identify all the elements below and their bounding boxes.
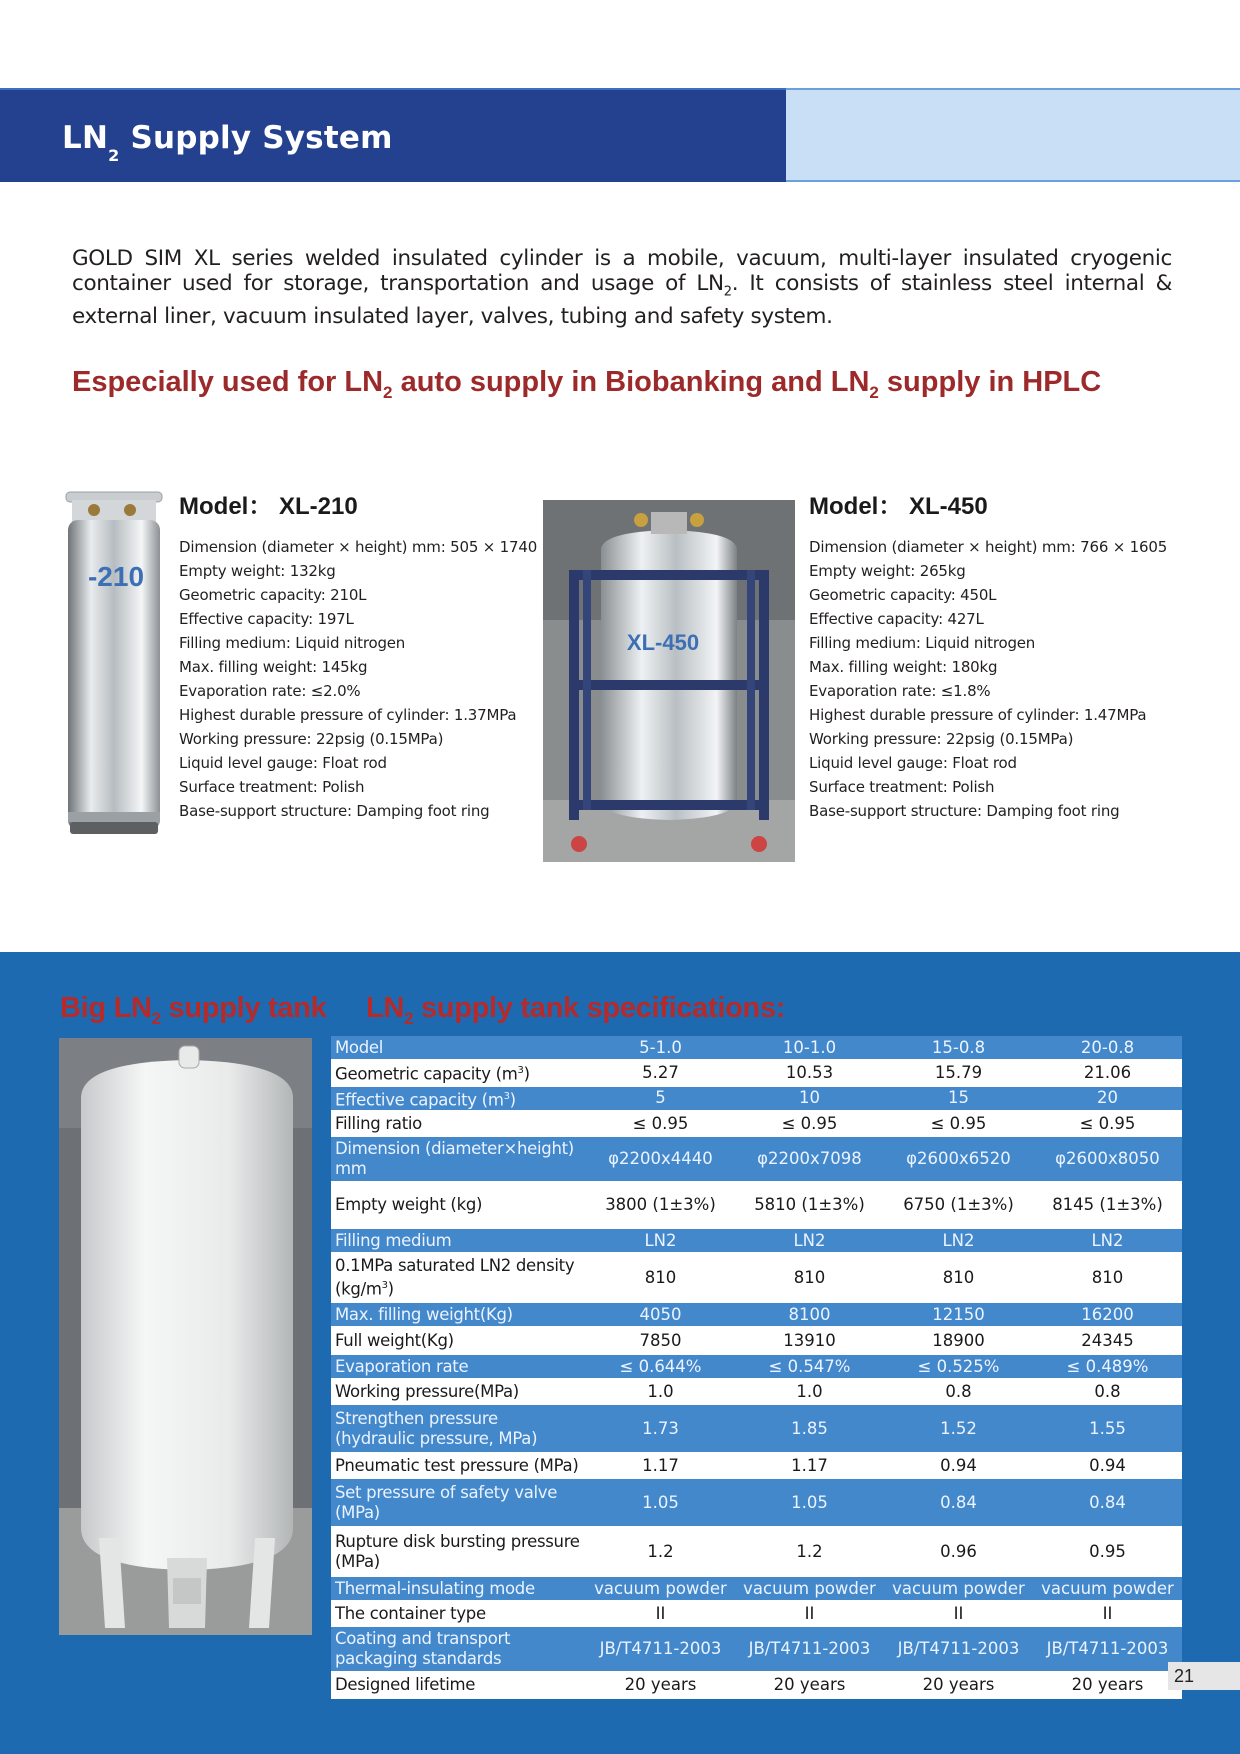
table-cell: ≤ 0.644%	[586, 1354, 735, 1379]
table-cell: ≤ 0.525%	[884, 1354, 1033, 1379]
table-cell: 5.27	[586, 1060, 735, 1086]
table-row	[331, 1576, 1182, 1601]
row-label: Model	[331, 1036, 586, 1060]
table-cell: 20	[1033, 1086, 1182, 1112]
table-cell: 3800 (1±3%)	[586, 1182, 735, 1228]
table-cell: 10	[735, 1086, 884, 1112]
list-item: Liquid level gauge: Float rod	[179, 754, 387, 772]
table-cell: JB/T4711-2003	[735, 1626, 884, 1672]
model-title: Model： XL-210	[179, 493, 358, 520]
list-item: Base-support structure: Damping foot ring	[809, 802, 1120, 820]
table-cell: 1.05	[735, 1478, 884, 1527]
spec-list	[809, 535, 1167, 823]
model-xl-210	[179, 486, 537, 823]
header-band	[0, 88, 1240, 182]
row-label: Rupture disk bursting pressure (MPa)	[331, 1527, 586, 1576]
table-cell: 1.0	[586, 1379, 735, 1404]
xl-210-tank-label: -210	[87, 561, 145, 592]
table-row	[331, 1327, 1182, 1354]
table-cell: 1.2	[735, 1527, 884, 1576]
row-label: Effective capacity $(m^3)$	[331, 1086, 586, 1112]
table-cell: 1.52	[884, 1404, 1033, 1453]
row-label: Working pressure(MPa)	[331, 1379, 586, 1404]
table-cell: 20-0.8	[1033, 1036, 1182, 1060]
specifications-heading: $LN_2$ supply tank specifications:	[366, 992, 786, 1028]
row-label: Empty weight (kg)	[331, 1182, 586, 1228]
table-cell: 810	[586, 1253, 735, 1302]
table-cell: 5-1.0	[586, 1036, 735, 1060]
row-label: The container type	[331, 1601, 586, 1626]
table-cell: LN2	[884, 1228, 1033, 1253]
table-cell: 0.8	[1033, 1379, 1182, 1404]
table-cell: φ2200x7098	[735, 1136, 884, 1182]
table-row	[331, 1036, 1182, 1060]
table-row	[331, 1601, 1182, 1626]
table-row	[331, 1060, 1182, 1086]
list-item: Effective capacity: 427L	[809, 610, 984, 628]
table-row	[331, 1302, 1182, 1327]
big-tank-photo	[59, 1038, 312, 1635]
table-cell: II	[586, 1601, 735, 1626]
table-row	[331, 1228, 1182, 1253]
table-cell: vacuum powder	[1033, 1576, 1182, 1601]
list-item: Evaporation rate: ≤2.0%	[179, 682, 361, 700]
table-cell: 1.85	[735, 1404, 884, 1453]
table-cell: vacuum powder	[586, 1576, 735, 1601]
list-item: Max. filling weight: 180kg	[809, 658, 998, 676]
table-row	[331, 1453, 1182, 1478]
table-cell: 1.0	[735, 1379, 884, 1404]
xl-450-photo	[543, 500, 795, 862]
table-cell: 15	[884, 1086, 1033, 1112]
table-cell: 0.96	[884, 1527, 1033, 1576]
list-item: Empty weight: 265kg	[809, 562, 966, 580]
table-cell: 6750 (1±3%)	[884, 1182, 1033, 1228]
table-cell: φ2600x6520	[884, 1136, 1033, 1182]
page-title: $LN_2$ Supply System	[62, 120, 393, 166]
row-label: Filling medium	[331, 1228, 586, 1253]
table-row	[331, 1478, 1182, 1527]
table-cell: 16200	[1033, 1302, 1182, 1327]
row-label: Pneumatic test pressure (MPa)	[331, 1453, 586, 1478]
table-cell: φ2200x4440	[586, 1136, 735, 1182]
model-xl-450	[809, 486, 1167, 823]
table-cell: ≤ 0.95	[884, 1111, 1033, 1136]
page-number: 21	[1168, 1662, 1240, 1690]
table-cell: 5	[586, 1086, 735, 1112]
table-cell: 0.84	[884, 1478, 1033, 1527]
table-cell: 810	[884, 1253, 1033, 1302]
table-cell: 15.79	[884, 1060, 1033, 1086]
table-cell: 15-0.8	[884, 1036, 1033, 1060]
table-cell: 8100	[735, 1302, 884, 1327]
row-label: Thermal-insulating mode	[331, 1576, 586, 1601]
table-cell: ≤ 0.95	[735, 1111, 884, 1136]
row-label: 0.1MPa saturated LN2 density $(kg/m^3)$	[331, 1253, 586, 1302]
table-cell: 1.17	[735, 1453, 884, 1478]
table-cell: II	[1033, 1601, 1182, 1626]
list-item: Highest durable pressure of cylinder: 1.47MPa	[809, 706, 1147, 724]
table-cell: 8145 (1±3%)	[1033, 1182, 1182, 1228]
table-cell: JB/T4711-2003	[586, 1626, 735, 1672]
list-item: Effective capacity: 197L	[179, 610, 354, 628]
table-row	[331, 1111, 1182, 1136]
big-tank-heading: Big $LN_2$ supply tank	[60, 992, 327, 1028]
list-item: Empty weight: 132kg	[179, 562, 336, 580]
list-item: Geometric capacity: 450L	[809, 586, 997, 604]
table-row	[331, 1672, 1182, 1698]
list-item: Surface treatment: Polish	[179, 778, 365, 796]
table-cell: LN2	[1033, 1228, 1182, 1253]
xl-210-photo	[58, 490, 166, 838]
table-cell: ≤ 0.95	[586, 1111, 735, 1136]
table-row	[331, 1136, 1182, 1182]
table-cell: 18900	[884, 1327, 1033, 1354]
list-item: Working pressure: 22psig (0.15MPa)	[179, 730, 444, 748]
table-cell: JB/T4711-2003	[1033, 1626, 1182, 1672]
highlight-heading: Especially used for $LN_2$ auto supply in Biobanking and $LN_2$ supply in HPLC	[72, 366, 1102, 402]
table-cell: 10-1.0	[735, 1036, 884, 1060]
table-cell: ≤ 0.95	[1033, 1111, 1182, 1136]
table-cell: 1.17	[586, 1453, 735, 1478]
table-cell: 0.94	[884, 1453, 1033, 1478]
table-cell: 0.95	[1033, 1527, 1182, 1576]
list-item: Dimension (diameter × height) mm: 766 × 1605	[809, 538, 1168, 556]
list-item: Working pressure: 22psig (0.15MPa)	[809, 730, 1074, 748]
table-cell: 21.06	[1033, 1060, 1182, 1086]
table-cell: 20 years	[586, 1672, 735, 1698]
row-label: Max. filling weight(Kg)	[331, 1302, 586, 1327]
table-row	[331, 1379, 1182, 1404]
table-cell: 810	[1033, 1253, 1182, 1302]
list-item: Surface treatment: Polish	[809, 778, 995, 796]
table-cell: 24345	[1033, 1327, 1182, 1354]
table-cell: 810	[735, 1253, 884, 1302]
intro-paragraph: GOLD SIM XL series welded insulated cylinder is a mobile, vacuum, multi-layer insulated cryogenic container used for storage, transportation and usage of $LN_2$. It consists of stainless steel internal & external liner, vacuum insulated layer, valves, tubing and safety system.	[72, 246, 1172, 330]
spec-list	[179, 535, 537, 823]
list-item: Base-support structure: Damping foot ring	[179, 802, 490, 820]
table-cell: 5810 (1±3%)	[735, 1182, 884, 1228]
table-cell: vacuum powder	[884, 1576, 1033, 1601]
header-light-panel	[786, 88, 1240, 182]
spec-table	[331, 1036, 1182, 1699]
table-row	[331, 1354, 1182, 1379]
table-row	[331, 1253, 1182, 1302]
table-cell: ≤ 0.547%	[735, 1354, 884, 1379]
header-dark-panel	[0, 88, 786, 182]
table-cell: vacuum powder	[735, 1576, 884, 1601]
table-cell: 20 years	[884, 1672, 1033, 1698]
table-cell: 13910	[735, 1327, 884, 1354]
model-title: Model： XL-450	[809, 493, 988, 520]
table-cell: 0.94	[1033, 1453, 1182, 1478]
row-label: Evaporation rate	[331, 1354, 586, 1379]
table-cell: 20 years	[1033, 1672, 1182, 1698]
row-label: Strengthen pressure (hydraulic pressure, MPa)	[331, 1404, 586, 1453]
table-cell: φ2600x8050	[1033, 1136, 1182, 1182]
table-cell: LN2	[735, 1228, 884, 1253]
table-row	[331, 1527, 1182, 1576]
row-label: Designed lifetime	[331, 1672, 586, 1698]
xl-450-tank-label: XL-450	[626, 630, 700, 655]
table-cell: ≤ 0.489%	[1033, 1354, 1182, 1379]
table-cell: 0.8	[884, 1379, 1033, 1404]
row-label: Full weight(Kg)	[331, 1327, 586, 1354]
table-cell: 12150	[884, 1302, 1033, 1327]
table-row	[331, 1182, 1182, 1228]
table-cell: JB/T4711-2003	[884, 1626, 1033, 1672]
row-label: Dimension (diameter×height) mm	[331, 1136, 586, 1182]
list-item: Dimension (diameter × height) mm: 505 × 1740	[179, 538, 538, 556]
table-cell: 4050	[586, 1302, 735, 1327]
table-cell: 1.2	[586, 1527, 735, 1576]
table-row	[331, 1404, 1182, 1453]
table-cell: II	[884, 1601, 1033, 1626]
list-item: Filling medium: Liquid nitrogen	[179, 634, 406, 652]
table-cell: II	[735, 1601, 884, 1626]
row-label: Filling ratio	[331, 1111, 586, 1136]
list-item: Highest durable pressure of cylinder: 1.37MPa	[179, 706, 517, 724]
row-label: Set pressure of safety valve (MPa)	[331, 1478, 586, 1527]
row-label: Coating and transport packaging standards	[331, 1626, 586, 1672]
table-row	[331, 1626, 1182, 1672]
table-cell: 1.55	[1033, 1404, 1182, 1453]
table-cell: 7850	[586, 1327, 735, 1354]
list-item: Evaporation rate: ≤1.8%	[809, 682, 991, 700]
list-item: Liquid level gauge: Float rod	[809, 754, 1017, 772]
list-item: Geometric capacity: 210L	[179, 586, 367, 604]
table-cell: 0.84	[1033, 1478, 1182, 1527]
table-cell: 20 years	[735, 1672, 884, 1698]
row-label: Geometric capacity $(m^3)$	[331, 1060, 586, 1086]
list-item: Max. filling weight: 145kg	[179, 658, 368, 676]
table-cell: 10.53	[735, 1060, 884, 1086]
table-cell: LN2	[586, 1228, 735, 1253]
list-item: Filling medium: Liquid nitrogen	[809, 634, 1036, 652]
table-row	[331, 1086, 1182, 1112]
table-cell: 1.73	[586, 1404, 735, 1453]
table-cell: 1.05	[586, 1478, 735, 1527]
